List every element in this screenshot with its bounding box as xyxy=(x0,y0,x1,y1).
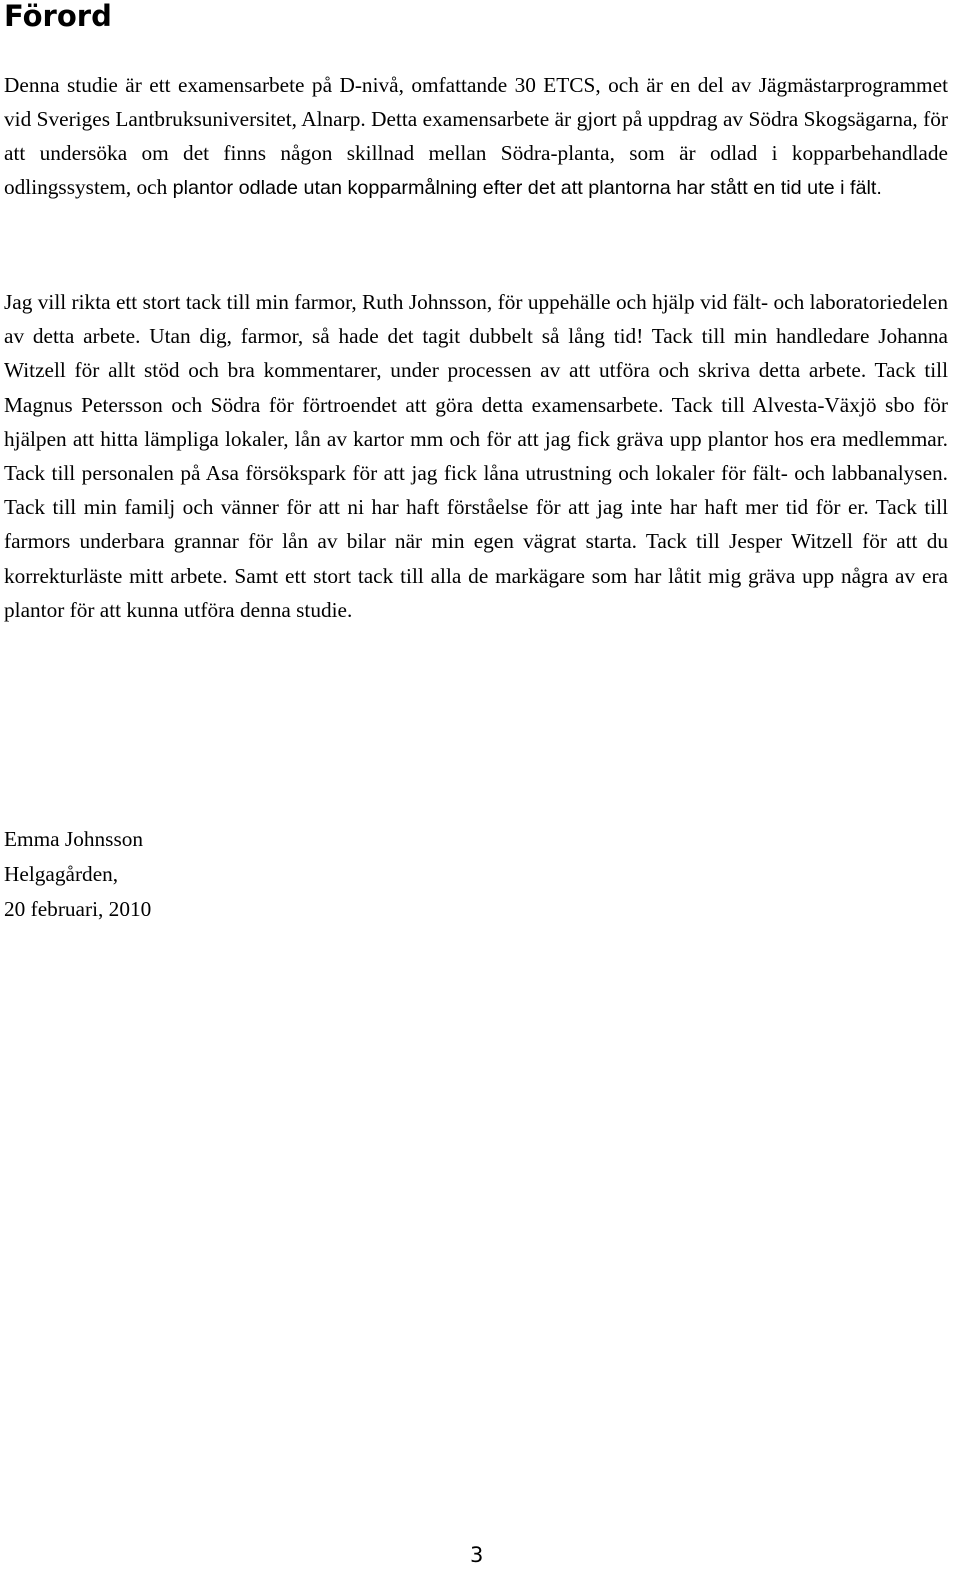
page-title: Förord xyxy=(4,0,112,33)
author-name: Emma Johnsson xyxy=(4,827,144,851)
paragraph-intro-text: Denna studie är ett examensarbete på D-nivå, omfattande 30 ETCS, och är en del av Jägmästarprogrammet vid Sveriges Lantbruksuniversitet, Alnarp. Detta examensarbete är gjort på uppdrag av Södra Skogsägarna, för att undersöka om det finns någon skillnad mellan Södra-planta, som är odlad i kopparbehandlade odlingssystem, och xyxy=(4,73,948,199)
paragraph-acknowledgements: Jag vill rikta ett stort tack till min farmor, Ruth Johnsson, för uppehälle och hjälp vid fält- och laboratoriedelen av detta arbete. Utan dig, farmor, så hade det tagit dubbelt så lång tid! Tack till min handledare Johanna Witzell för allt stöd och bra kommentarer, under processen av att utföra och skriva detta arbete. Tack till Magnus Petersson och Södra för förtroendet att göra detta examensarbete. Tack till Alvesta-Växjö sbo för hjälpen att hitta lämpliga lokaler, lån av kartor mm och för att jag fick gräva upp plantor hos era medlemmar. Tack till personalen på Asa försökspark för att jag fick låna utrustning och lokaler för fält- och labbanalysen. Tack till min familj och vänner för att ni har haft förståelse för att jag inte har haft mer tid för er. Tack till farmors underbara grannar för lån av bilar när min egen vägrat starta. Tack till Jesper Witzell för att du korrekturläste mitt arbete. Samt ett stort tack till alla de markägare som har låtit mig gräva upp några av era plantor för att kunna utföra denna studie. xyxy=(4,290,948,622)
signature-block xyxy=(4,822,151,927)
paragraph-intro-continuation: plantor odlade utan kopparmålning efter det att plantorna har stått en tid ute i fält. xyxy=(172,177,882,199)
author-place: Helgagården, xyxy=(4,862,119,886)
author-date: 20 februari, 2010 xyxy=(4,897,152,921)
page-number: 3 xyxy=(470,1543,484,1567)
paragraph-intro xyxy=(4,68,948,205)
